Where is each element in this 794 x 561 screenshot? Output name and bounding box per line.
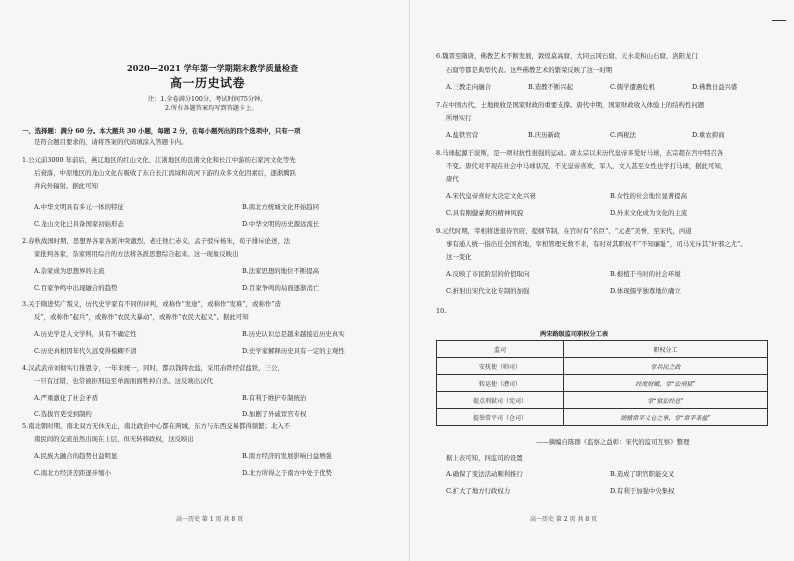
question-text: 并向外辐射。据此可知: [34, 182, 98, 190]
option-item: B.造教不断兴起: [528, 83, 574, 91]
option-item: D.重农抑商: [692, 131, 725, 139]
option-item: B.有利于维护专制统治: [242, 394, 307, 402]
option-item: D.有利于加强中央集权: [610, 487, 675, 495]
question-text: 反”，或称作“起兵”，或称作“农民大暴动”，或称作“农民大起义”。据此可知: [34, 313, 249, 321]
option-item: A.历史学是人文学科，具有不确定性: [34, 330, 137, 338]
question-text: 所增实行: [446, 114, 472, 122]
option-item: C.百家争鸣中出现融合的趋势: [34, 284, 118, 292]
question-text: 事有通人统一指出任全国省地，宰相管理无数不来，有时对其职权不“不知廉耻”，司马光斥其“奸邪之尤”。: [446, 240, 747, 248]
table-caption: 两宋路级监司职权分工表: [540, 331, 609, 338]
question-text: 7.在中国古代，土地税收是国家财政的重要支撑。唐代中期，国家财政收入体验上的结构性问题: [436, 101, 705, 109]
table-source: ——摘编自陈群《监察之益彰：宋代的监司互察》整理: [536, 438, 690, 446]
question-text: 4.汉武武帝刘彻实行推恩令，一年来统一，同时，都以钱铸农盐，采用冶铁经营盐铁，三公，: [22, 364, 284, 372]
table-cell: 经度财赋，掌“讼刑狱”: [564, 375, 768, 392]
section-instruction-2: 是符合题目要求的，请将答案的代码填涂入答题卡内。: [34, 138, 188, 146]
question-text: 石窟等都是典型代表。这些佛教艺术的繁荣反映了这一时期: [446, 66, 613, 74]
exam-note-2: 2.所有各题答案均写到答题卡上。: [165, 105, 258, 112]
option-item: C.两税法: [610, 131, 636, 139]
option-item: A.盐铁官营: [446, 131, 479, 139]
question-text: 5.南北朝时期，南北双方无休无止，南北政治中心都在两城，东方与东西交易都得频繁；北入不: [22, 422, 291, 430]
question-text: 2.春秋战国时期，思想界各家各派冲突激烈，老庄他仁赤义，孟子驳斥杨朱，荀子排斥论述，法: [22, 237, 291, 245]
option-item: D.中华文明的历史源远流长: [242, 220, 320, 228]
table-cell: 提点刑狱司（宪司）: [437, 392, 564, 409]
option-item: D.加剧了外戚宦官专权: [242, 410, 307, 418]
question-text: 后衰落，中原地区的龙山文化在吸收了东自长江流域和黄河下游的众多文化因素后，逐渐腾跃: [34, 169, 297, 177]
option-item: C.扩大了地方行政权力: [446, 487, 511, 495]
option-item: D.北方所得之于南方中处于优势: [242, 469, 333, 477]
option-item: C.儒学遭遇危机: [610, 83, 656, 91]
option-item: D.体现儒学独尊地位确立: [610, 287, 681, 295]
option-item: B.法家思想的地位不断提高: [242, 267, 320, 275]
option-item: B.根植于当时的社会环境: [610, 270, 681, 278]
option-item: C.龙山文化已具备国家初始形态: [34, 220, 124, 228]
option-item: D.外来文化成为文化的主流: [610, 209, 688, 217]
question-text: 不变。唐代对平现在社会中马球状况，不光皇帝喜欢，军人、文人甚至女性也学打马球，据此可知，: [446, 162, 728, 170]
table-cell: 统辖常平义仓之事，掌“常平茶盐”: [564, 409, 768, 426]
option-item: B.庆历新政: [528, 131, 561, 139]
option-item: B.南北方统城文化开始趋同: [242, 203, 320, 211]
section-instruction-1: 一、选择题：满分 60 分。本大题共 30 小题，每题 2 分，在每小题列出的四个选项中，只有一项: [22, 127, 301, 135]
option-item: A.反映了市民阶层的价值取向: [446, 270, 530, 278]
table-cell: 掌兵民之政: [564, 358, 768, 375]
option-item: D.百家争鸣的局面逐渐消亡: [242, 284, 320, 292]
question-text: 8.马球起源于波斯，是一项对抗性很强的运动。唐太宗以来历代皇帝多爱好马球，玄宗超在宫中特召各: [436, 149, 724, 157]
question-text: 6.魏晋至隋唐，佛教艺术不断发展，敦煌莫高窟、大同云冈石窟、天水麦积山石窟、洛阳龙门: [436, 52, 698, 60]
option-item: A.杂家成为思想界的主流: [34, 267, 105, 275]
page-footer-left: 高一历史 第 1 页 共 8 页: [176, 516, 244, 523]
page-footer-right: 高一历史 第 2 页 共 8 页: [530, 516, 598, 523]
table-cell: 安抚使（帅司）: [437, 358, 564, 375]
option-item: D.史学家解释历史具有一定的主观性: [242, 347, 345, 355]
table-header-cell: 职权分工: [564, 341, 768, 358]
table-cell: 提举常平司（仓司）: [437, 409, 564, 426]
option-item: C.折射出宋代文化专制的加强: [446, 287, 530, 295]
option-item: B.女性的社会地位显著提高: [610, 192, 688, 200]
question-text: 这一变化: [446, 253, 472, 261]
option-item: A.严重激化了社会矛盾: [34, 394, 99, 402]
scan-mark: [772, 20, 786, 21]
option-item: A.中华文明具有多元一体的特征: [34, 203, 124, 211]
question-text: 家批判各家，杂家则用综合的方法将各派思想综合起来。这一现象反映出: [34, 250, 239, 258]
exam-subject-title: 高一历史试卷: [170, 76, 246, 90]
page-fold: [409, 0, 410, 561]
question-text: 1.公元前3000 年前后，燕辽地区的红山文化、江浙地区的良渚文化和长江中游的石家河文化等先: [22, 156, 296, 164]
option-item: A.确保了变法活动顺利推行: [446, 470, 523, 478]
option-item: C.南北方经济差距逐步缩小: [34, 469, 111, 477]
table-row: [437, 358, 768, 375]
table-cell: 掌“狱讼经总”: [564, 392, 768, 409]
option-item: A.民族大融合的趋势日益明显: [34, 452, 118, 460]
table-row: [437, 409, 768, 426]
option-item: C.选拔官吏受到制约: [34, 410, 92, 418]
table-cell: 转运使（漕司）: [437, 375, 564, 392]
option-item: B.造成了职官职能交叉: [610, 470, 675, 478]
question-text: 唐代: [446, 175, 459, 183]
option-item: A.三教走向融合: [446, 83, 491, 91]
table-row: [437, 375, 768, 392]
question-text: 9.元代时期，宰相将进退侍官府，提纲节制，在官时有“名臣”、“元老”美誉，至宋代，丙道: [436, 227, 692, 235]
exam-title: 2020—2021 学年第一学期期末教学质量检查: [127, 63, 299, 73]
question-number: 10.: [436, 307, 447, 315]
option-item: D.佛教日益兴盛: [692, 83, 738, 91]
option-item: C.具有刚健豪爽的精神风貌: [446, 209, 523, 217]
supervisor-duty-table: [436, 340, 768, 426]
table-header-cell: 监司: [437, 341, 564, 358]
table-header-row: [437, 341, 768, 358]
question-text: 一旦有过错，也常被拒刑迫至单面面面牲掉自杀。这反映出汉代: [34, 377, 213, 385]
option-item: B.历史认识总是越来越接近历史真实: [242, 330, 345, 338]
option-item: C.历史真相因年代久远变得模糊不清: [34, 347, 137, 355]
question-text: 南民间的交流虽然出现在上层，但无转移政权，这反映出: [34, 435, 194, 443]
exam-note-1: 注：1.全卷满分100分，考试时间75分钟。: [148, 96, 267, 103]
question-text: 据上表可知，四监司的设置: [446, 454, 523, 462]
option-item: A.宋代皇帝喜好大决定文化兴衰: [446, 192, 536, 200]
question-text: 3.关于隋进奖广叛义，历代史学家有不同的评判，或称作“发途”，或称作“发难”，或称作“造: [22, 300, 281, 308]
option-item: B.南方经济的发展影响日益增强: [242, 452, 332, 460]
table-row: [437, 392, 768, 409]
